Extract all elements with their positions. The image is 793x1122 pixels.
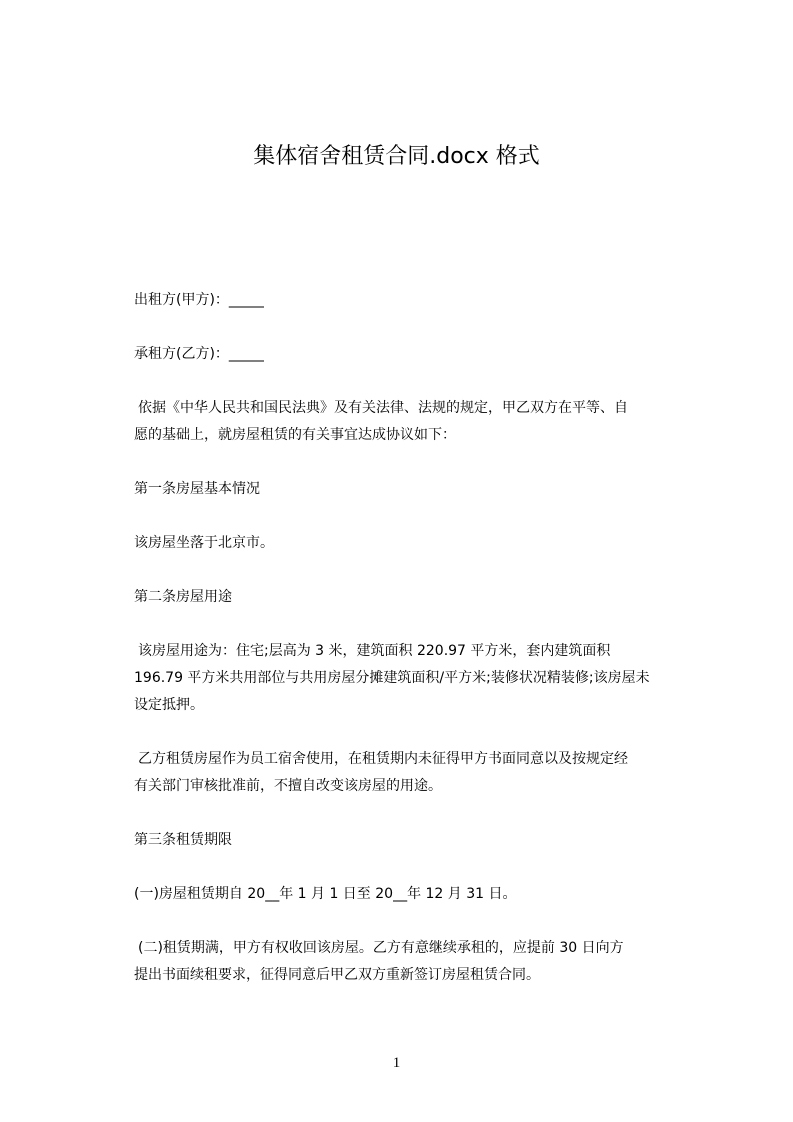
document-body xyxy=(134,287,664,1016)
paragraph-line: 承租方(乙方)：_____ xyxy=(134,346,264,362)
paragraph-line: 196.79 平方米共用部位与共用房屋分摊建筑面积/平方米;装修状况精装修;该房屋未 xyxy=(134,670,650,686)
paragraph xyxy=(134,746,664,800)
paragraph-line: 提出书面续租要求，征得同意后甲乙双方重新签订房屋租赁合同。 xyxy=(134,967,540,983)
paragraph xyxy=(134,827,664,854)
paragraph-line: 设定抵押。 xyxy=(134,697,204,713)
paragraph-line: 第二条房屋用途 xyxy=(134,589,232,605)
paragraph-line: 乙方租赁房屋作为员工宿舍使用，在租赁期内未征得甲方书面同意以及按规定经 xyxy=(138,751,628,767)
paragraph-line: 出租方(甲方)：_____ xyxy=(134,292,264,308)
paragraph xyxy=(134,476,664,503)
paragraph xyxy=(134,881,664,908)
document-title: 集体宿舍租赁合同.docx 格式 xyxy=(253,144,540,169)
paragraph xyxy=(134,638,664,719)
paragraph xyxy=(134,341,664,368)
paragraph-line: 该房屋用途为：住宅;层高为 3 米，建筑面积 220.97 平方米，套内建筑面积 xyxy=(138,643,611,659)
paragraph-line: 有关部门审核批准前，不擅自改变该房屋的用途。 xyxy=(134,778,442,794)
paragraph xyxy=(134,530,664,557)
paragraph xyxy=(134,395,664,449)
paragraph xyxy=(134,287,664,314)
paragraph xyxy=(134,584,664,611)
paragraph-line: (二)租赁期满，甲方有权收回该房屋。乙方有意继续承租的，应提前 30 日向方 xyxy=(138,940,624,956)
paragraph-line: 该房屋坐落于北京市。 xyxy=(134,535,274,551)
paragraph-line: 第三条租赁期限 xyxy=(134,832,232,848)
paragraph-line: 愿的基础上，就房屋租赁的有关事宜达成协议如下： xyxy=(134,427,456,443)
paragraph-line: 第一条房屋基本情况 xyxy=(134,481,260,497)
paragraph-line: (一)房屋租赁期自 20__年 1 月 1 日至 20__年 12 月 31 日。 xyxy=(134,886,517,902)
page-number: 1 xyxy=(392,1055,401,1071)
paragraph-line: 依据《中华人民共和国民法典》及有关法律、法规的规定，甲乙双方在平等、自 xyxy=(138,400,628,416)
paragraph xyxy=(134,935,664,989)
